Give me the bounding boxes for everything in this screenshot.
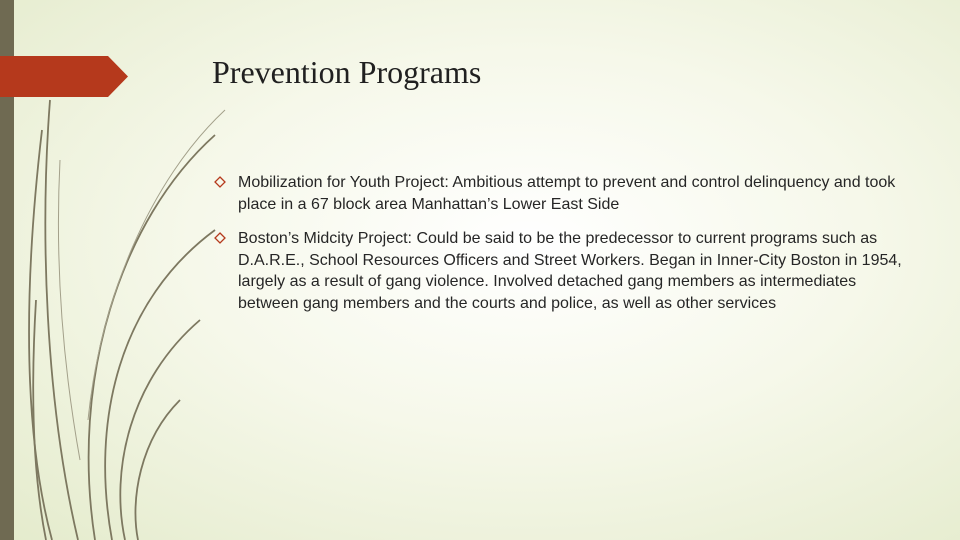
diamond-outline-icon [214,176,226,188]
stem-line [88,110,225,420]
stem-line [120,320,200,540]
stem-line [58,160,80,460]
stem-line [89,135,215,540]
title-accent-tab [0,56,128,97]
bullet-item [214,172,904,215]
stem-line [135,400,180,540]
slide-title: Prevention Programs [212,54,482,90]
bullet-text: Boston’s Midcity Project: Could be said to be the predecessor to current programs such as D.A.R.E., School Resources Officers and Street Workers. Began in Inner-City Boston in 1954, largely as a result of gang violence. Involved detached gang members as intermediates between gang members and the courts and police, as well as other services [238,230,902,312]
bullet-item [214,228,904,314]
diamond-outline-icon [214,232,226,244]
bullet-list [214,172,904,327]
bullet-text: Mobilization for Youth Project: Ambitious attempt to prevent and control delinquency and took place in a 67 block area Manhattan’s Lower East Side [238,174,896,213]
